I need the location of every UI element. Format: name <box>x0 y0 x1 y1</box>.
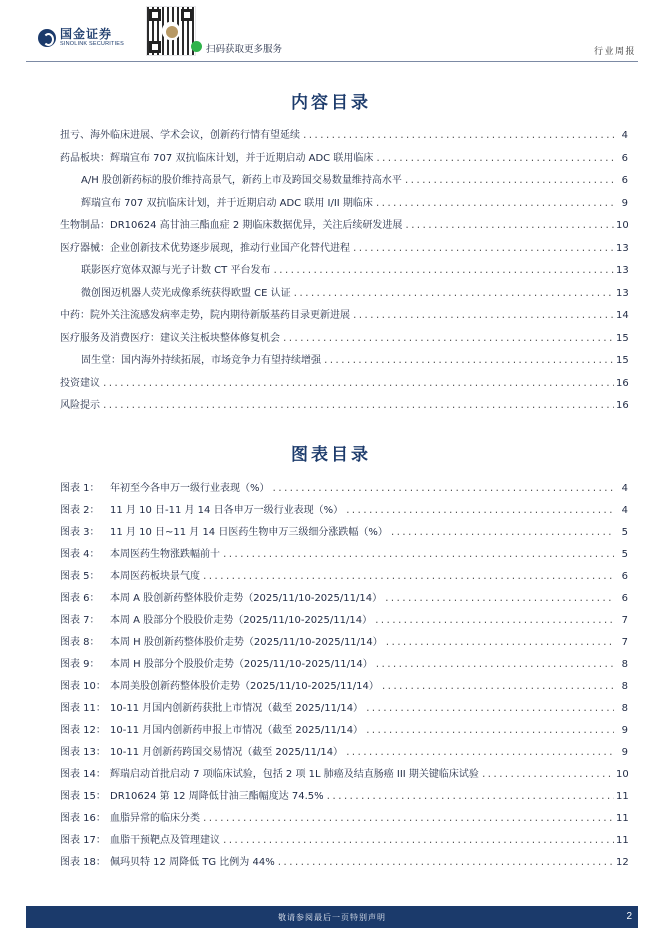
figure-item[interactable] <box>60 612 628 634</box>
figure-item[interactable] <box>60 502 628 524</box>
figure-item[interactable] <box>60 590 628 612</box>
toc-leader <box>390 525 614 542</box>
toc-item-page: 13 <box>616 265 629 276</box>
toc-item-page: 4 <box>621 130 628 141</box>
figure-item-page: 12 <box>616 857 629 868</box>
figure-item[interactable] <box>60 524 628 546</box>
disclaimer-note: 敬请参阅最后一页特别声明 <box>278 913 386 922</box>
logo-mark-icon <box>38 29 56 47</box>
scan-text: 扫码获取更多服务 <box>206 44 283 55</box>
toc-item-page: 15 <box>616 332 629 344</box>
figure-item-page: 5 <box>621 527 628 538</box>
company-logo <box>38 28 130 48</box>
toc-item[interactable] <box>60 307 628 330</box>
toc-leader <box>375 151 614 168</box>
figure-label: 图表 14： <box>60 769 106 780</box>
figure-caption: 本周 A 股部分个股股价走势（2025/11/10-2025/11/14） <box>110 615 373 626</box>
toc-item[interactable] <box>60 217 628 240</box>
toc-item-page: 14 <box>616 310 629 321</box>
logo-text <box>60 28 124 48</box>
toc-item-page: 13 <box>616 242 629 254</box>
toc-leader <box>222 547 614 564</box>
logo-en: SINOLINK SECURITIES <box>60 41 125 48</box>
toc-item[interactable] <box>60 375 628 398</box>
toc-item[interactable] <box>60 397 628 420</box>
figure-label: 图表 7： <box>60 615 100 626</box>
toc-item[interactable] <box>60 262 628 285</box>
figure-item-text <box>60 612 372 629</box>
page-header <box>0 0 662 64</box>
toc-leader <box>282 331 614 348</box>
toc-item[interactable] <box>60 195 628 218</box>
figure-caption: 本周 H 股部分个股股价走势（2025/11/10-2025/11/14） <box>110 659 373 670</box>
toc-leader <box>272 481 614 498</box>
figure-item-text <box>60 480 270 497</box>
toc-leader <box>385 635 614 652</box>
figure-label: 图表 10： <box>60 681 106 692</box>
figures-list <box>60 480 628 876</box>
figure-caption: 本周医药板块景气度 <box>110 571 200 582</box>
toc-leader <box>404 218 614 235</box>
figure-item-text <box>60 700 363 717</box>
toc-item[interactable] <box>60 352 628 375</box>
toc-leader <box>102 398 614 415</box>
figure-item[interactable] <box>60 700 628 722</box>
toc-item-text: 中药：院外关注流感发病率走势，院内期待新版基药目录更新进展 <box>60 310 350 321</box>
figure-item-page: 6 <box>621 571 628 582</box>
figure-caption: 10-11 月创新药跨国交易情况（截至 2025/11/14） <box>110 747 344 758</box>
toc-leader <box>352 241 614 258</box>
figure-label: 图表 13： <box>60 747 106 758</box>
figure-item-text <box>60 590 382 607</box>
toc-item-page: 6 <box>621 175 628 186</box>
qr-corner-bl <box>149 41 161 53</box>
toc-leader <box>326 789 614 806</box>
toc-item[interactable] <box>60 240 628 263</box>
toc-item[interactable] <box>60 150 628 173</box>
figure-label: 图表 4： <box>60 549 100 560</box>
toc-item[interactable] <box>60 127 628 150</box>
toc-leader <box>302 128 614 145</box>
figure-label: 图表 9： <box>60 659 100 670</box>
toc-leader <box>293 286 614 303</box>
figure-item[interactable] <box>60 788 628 810</box>
figure-label: 图表 2： <box>60 505 100 516</box>
figure-label: 图表 11： <box>60 703 106 714</box>
qr-corner-tr <box>181 9 193 21</box>
toc-leader <box>277 855 614 872</box>
figure-item-page: 5 <box>621 549 628 560</box>
figure-item-text <box>60 832 220 849</box>
toc-leader <box>352 308 614 325</box>
figure-item[interactable] <box>60 568 628 590</box>
figure-caption: 本周医药生物涨跌幅前十 <box>110 549 220 560</box>
figure-item-page: 4 <box>621 483 628 494</box>
logo-cn: 国金证券 <box>60 27 113 42</box>
figure-item-text <box>60 502 343 519</box>
figure-caption: 年初至今各申万一级行业表现（%） <box>110 483 270 494</box>
toc-leader <box>481 767 614 784</box>
figures-title: 图表目录 <box>291 445 371 465</box>
toc-leader <box>381 679 614 696</box>
figure-item[interactable] <box>60 678 628 700</box>
figure-label: 图表 8： <box>60 637 100 648</box>
toc-item[interactable] <box>60 172 628 195</box>
figure-item-text <box>60 788 324 805</box>
header-divider <box>26 61 638 62</box>
toc-item[interactable] <box>60 285 628 308</box>
figure-item[interactable] <box>60 656 628 678</box>
figure-label: 图表 6： <box>60 593 100 604</box>
toc-item-text: A/H 股创新药标的股价维持高景气，新药上市及跨国交易数量维持高水平 <box>81 175 402 186</box>
figure-item-text <box>60 766 479 783</box>
toc-item-text: 风险提示 <box>60 400 100 411</box>
toc-leader <box>404 173 614 190</box>
figure-caption: 11 月 10 日-11 月 14 日各申万一级行业表现（%） <box>110 505 344 516</box>
figure-item-text <box>60 722 363 739</box>
toc-item-text: 生物制品：DR10624 高甘油三酯血症 2 期临床数据优异，关注后续研发进展 <box>60 220 403 231</box>
toc-leader <box>374 613 614 630</box>
toc-item-text: 扭亏、海外临床进展、学术会议，创新药行情有望延续 <box>60 130 300 141</box>
toc-leader <box>272 263 614 280</box>
toc-item-text: 固生堂：国内海外持续拓展，市场竞争力有望持续增强 <box>81 355 321 366</box>
figure-caption: 本周美股创新药整体股价走势（2025/11/10-2025/11/14） <box>110 681 379 692</box>
figure-item-text <box>60 524 388 541</box>
figure-item-text <box>60 568 200 585</box>
figure-item[interactable] <box>60 810 628 832</box>
figure-caption: 11 月 10 日~11 月 14 日医药生物申万三级细分涨跌幅（%） <box>110 527 388 538</box>
figure-item-text <box>60 854 275 871</box>
figure-item-page: 7 <box>621 615 628 626</box>
figure-item-page: 7 <box>621 637 628 648</box>
toc-leader <box>384 591 614 608</box>
figure-label: 图表 1： <box>60 483 100 494</box>
toc-item-text: 辉瑞宣布 707 双抗临床计划，并于近期启动 ADC 联用 I/II 期临床 <box>81 197 373 209</box>
toc-leader <box>102 376 614 393</box>
figure-label: 图表 16： <box>60 813 106 824</box>
toc-leader <box>365 701 614 718</box>
figure-label: 图表 17： <box>60 835 106 846</box>
figure-item[interactable] <box>60 634 628 656</box>
figure-caption: 血脂异常的临床分类 <box>110 813 200 824</box>
figure-label: 图表 5： <box>60 571 100 582</box>
toc-leader <box>323 353 614 370</box>
qr-corner-tl <box>149 9 161 21</box>
toc-item[interactable] <box>60 330 628 353</box>
toc-item-text: 医疗器械：企业创新技术优势逐步展现，推动行业国产化替代进程 <box>60 242 350 254</box>
figure-caption: 本周 A 股创新药整体股价走势（2025/11/10-2025/11/14） <box>110 593 383 604</box>
toc-item-page: 16 <box>616 377 629 389</box>
figure-item-page: 11 <box>616 791 629 802</box>
figure-item-page: 6 <box>621 593 628 604</box>
figure-item-text <box>60 810 200 827</box>
figure-label: 图表 3： <box>60 527 100 538</box>
figure-label: 图表 12： <box>60 725 106 736</box>
figure-item[interactable] <box>60 744 628 766</box>
figure-caption: DR10624 第 12 周降低甘油三酯幅度达 74.5% <box>110 791 324 802</box>
figure-item-page: 8 <box>621 703 628 714</box>
figure-item[interactable] <box>60 832 628 854</box>
figure-item-page: 11 <box>616 813 629 824</box>
figure-label: 图表 15： <box>60 791 106 802</box>
toc-leader <box>365 723 614 740</box>
wechat-badge-icon <box>191 41 202 52</box>
toc-leader <box>345 503 614 520</box>
figure-caption: 辉瑞启动首批启动 7 项临床试验，包括 2 项 1L 肺癌及结直肠癌 III 期关键临床试验 <box>110 769 479 780</box>
toc-item-text: 联影医疗宽体双源与光子计数 CT 平台发布 <box>81 265 271 276</box>
figure-caption: 10-11 月国内创新药申报上市情况（截至 2025/11/14） <box>110 725 364 736</box>
figure-item-page: 4 <box>621 505 628 516</box>
figure-item-page: 8 <box>621 659 628 670</box>
toc-item-text: 微创图迈机器人荧光成像系统获得欧盟 CE 认证 <box>81 287 291 299</box>
contents-list <box>60 127 628 420</box>
figure-item-page: 11 <box>616 835 629 846</box>
figure-item-page: 9 <box>621 747 628 758</box>
figure-item[interactable] <box>60 766 628 788</box>
figure-item-page: 9 <box>621 725 628 736</box>
toc-item-page: 6 <box>621 152 628 164</box>
contents-title: 内容目录 <box>291 93 371 113</box>
toc-leader <box>345 745 614 762</box>
toc-leader <box>202 811 614 828</box>
page-number: 2 <box>626 911 632 922</box>
figure-caption: 血脂干预靶点及管理建议 <box>110 835 220 846</box>
toc-leader <box>222 833 614 850</box>
figure-item-page: 10 <box>616 769 629 780</box>
figure-item-text <box>60 634 383 651</box>
page-footer <box>26 906 638 928</box>
figure-item[interactable] <box>60 480 628 502</box>
qr-center-logo-icon <box>164 24 180 40</box>
figure-item[interactable] <box>60 546 628 568</box>
figure-caption: 佩玛贝特 12 周降低 TG 比例为 44% <box>110 857 275 868</box>
toc-leader <box>375 196 614 213</box>
toc-leader <box>202 569 614 586</box>
toc-leader <box>375 657 614 674</box>
report-type: 行业周报 <box>593 47 636 57</box>
toc-item-text: 医疗服务及消费医疗：建议关注板块整体修复机会 <box>60 332 280 344</box>
figure-item-text <box>60 546 220 563</box>
toc-item-page: 9 <box>621 197 628 209</box>
figure-caption: 10-11 月国内创新药获批上市情况（截至 2025/11/14） <box>110 703 364 714</box>
figure-item-text <box>60 744 343 761</box>
toc-item-text: 药品板块：辉瑞宣布 707 双抗临床计划，并于近期启动 ADC 联用临床 <box>60 152 374 164</box>
toc-item-page: 10 <box>616 220 629 231</box>
toc-item-text: 投资建议 <box>60 377 100 389</box>
qr-code-icon <box>146 6 196 56</box>
toc-item-page: 13 <box>616 287 629 299</box>
figure-item-text <box>60 678 379 695</box>
figure-item-page: 8 <box>621 681 628 692</box>
figure-item[interactable] <box>60 854 628 876</box>
toc-item-page: 16 <box>616 400 629 411</box>
figure-item[interactable] <box>60 722 628 744</box>
figure-label: 图表 18： <box>60 857 106 868</box>
toc-item-page: 15 <box>616 355 629 366</box>
figure-caption: 本周 H 股创新药整体股价走势（2025/11/10-2025/11/14） <box>110 637 383 648</box>
figure-item-text <box>60 656 373 673</box>
